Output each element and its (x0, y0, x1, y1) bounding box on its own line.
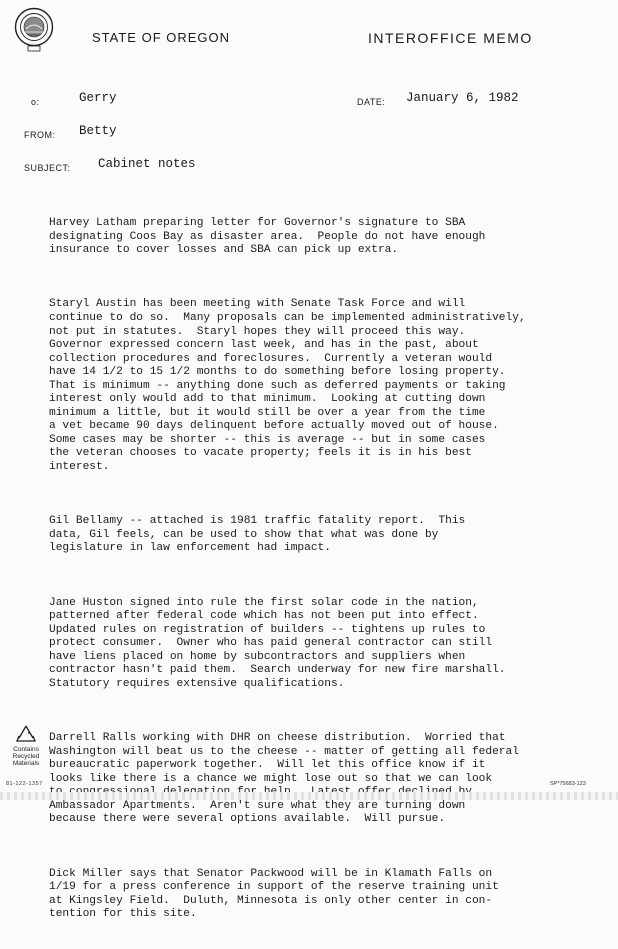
from-label: FROM: (24, 130, 56, 140)
scan-edge (0, 792, 618, 800)
paragraph-traffic-report: Gil Bellamy -- attached is 1981 traffic fatality report. This data, Gil feels, can be used to show that what was done by legislature in law enforcement had impact. (49, 515, 466, 555)
memo-body (49, 190, 609, 949)
state-name: STATE OF OREGON (92, 30, 231, 45)
form-number-right: SP*75683-123 (550, 781, 586, 787)
paragraph-veterans: Staryl Austin has been meeting with Senate Task Force and will continue to do so. Many proposals can be implemented administratively, not put in statutes. Staryl hopes they will proceed this way. Governor expressed concern last week, and has in the past, about collection procedures and foreclosures. Currently a veteran would have 14 1/2 to 15 1/2 months to do something before losing property. That is minimum -- anything done such as deferred payments or taking interest only would add to that minimum. Looking at cutting down minimum a little, but it would still be over a year from the time a vet became 90 days delinquent before actually moved out of house. Some cases may be shorter -- this is average -- but in some cases the veteran chooses to vacate property; feels it is in his best interest. (49, 298, 526, 473)
to-value: Gerry (79, 91, 117, 105)
recycled-line-3: Materials (12, 760, 40, 767)
subject-value: Cabinet notes (98, 157, 196, 171)
recycled-line-2: Recycled (12, 753, 40, 760)
recycle-icon (15, 724, 37, 744)
state-seal-icon (14, 6, 54, 52)
subject-label: SUBJECT: (24, 163, 71, 173)
form-number-left: 81-122-1357 (6, 781, 43, 787)
from-value: Betty (79, 124, 117, 138)
paragraph-coos-bay: Harvey Latham preparing letter for Governor's signature to SBA designating Coos Bay as disaster area. People do not have enough insurance to cover losses and SBA can pick up extra. (49, 217, 486, 257)
paragraph-cheese: Darrell Ralls working with DHR on cheese distribution. Worried that Washington will beat us to the cheese -- matter of getting all federal bureaucratic paperwork together. Will let this office know if it looks like there is a chance we might lose out so that we can look Ambassador Apartments. Aren't sure what they are turning down because there were several options available. Will pursue. (49, 732, 519, 826)
paragraph-packwood: Dick Miller says that Senator Packwood will be in Klamath Falls on 1/19 for a press conference in support of the reserve training unit at Kingsley Field. Duluth, Minnesota is only other center in con- tention for this site. (49, 867, 499, 921)
recycled-notice (6, 724, 46, 767)
date-value: January 6, 1982 (406, 91, 519, 105)
to-label: o: (31, 97, 40, 107)
date-label: DATE: (357, 97, 386, 107)
paragraph-solar-code: Jane Huston signed into rule the first solar code in the nation, patterned after federal code which has not been put into effect. Updated rules on registration of builders -- tightens up rules to protect consumer. Owner who has paid general contractor can still have liens placed on home by subcontractors and suppliers when contractor hasn't paid them. Search underway for new fire marshall. Statutory requires extensive qualifications. (49, 596, 506, 690)
memo-title: INTEROFFICE MEMO (368, 30, 533, 46)
recycled-line-1: Contains (13, 746, 39, 753)
